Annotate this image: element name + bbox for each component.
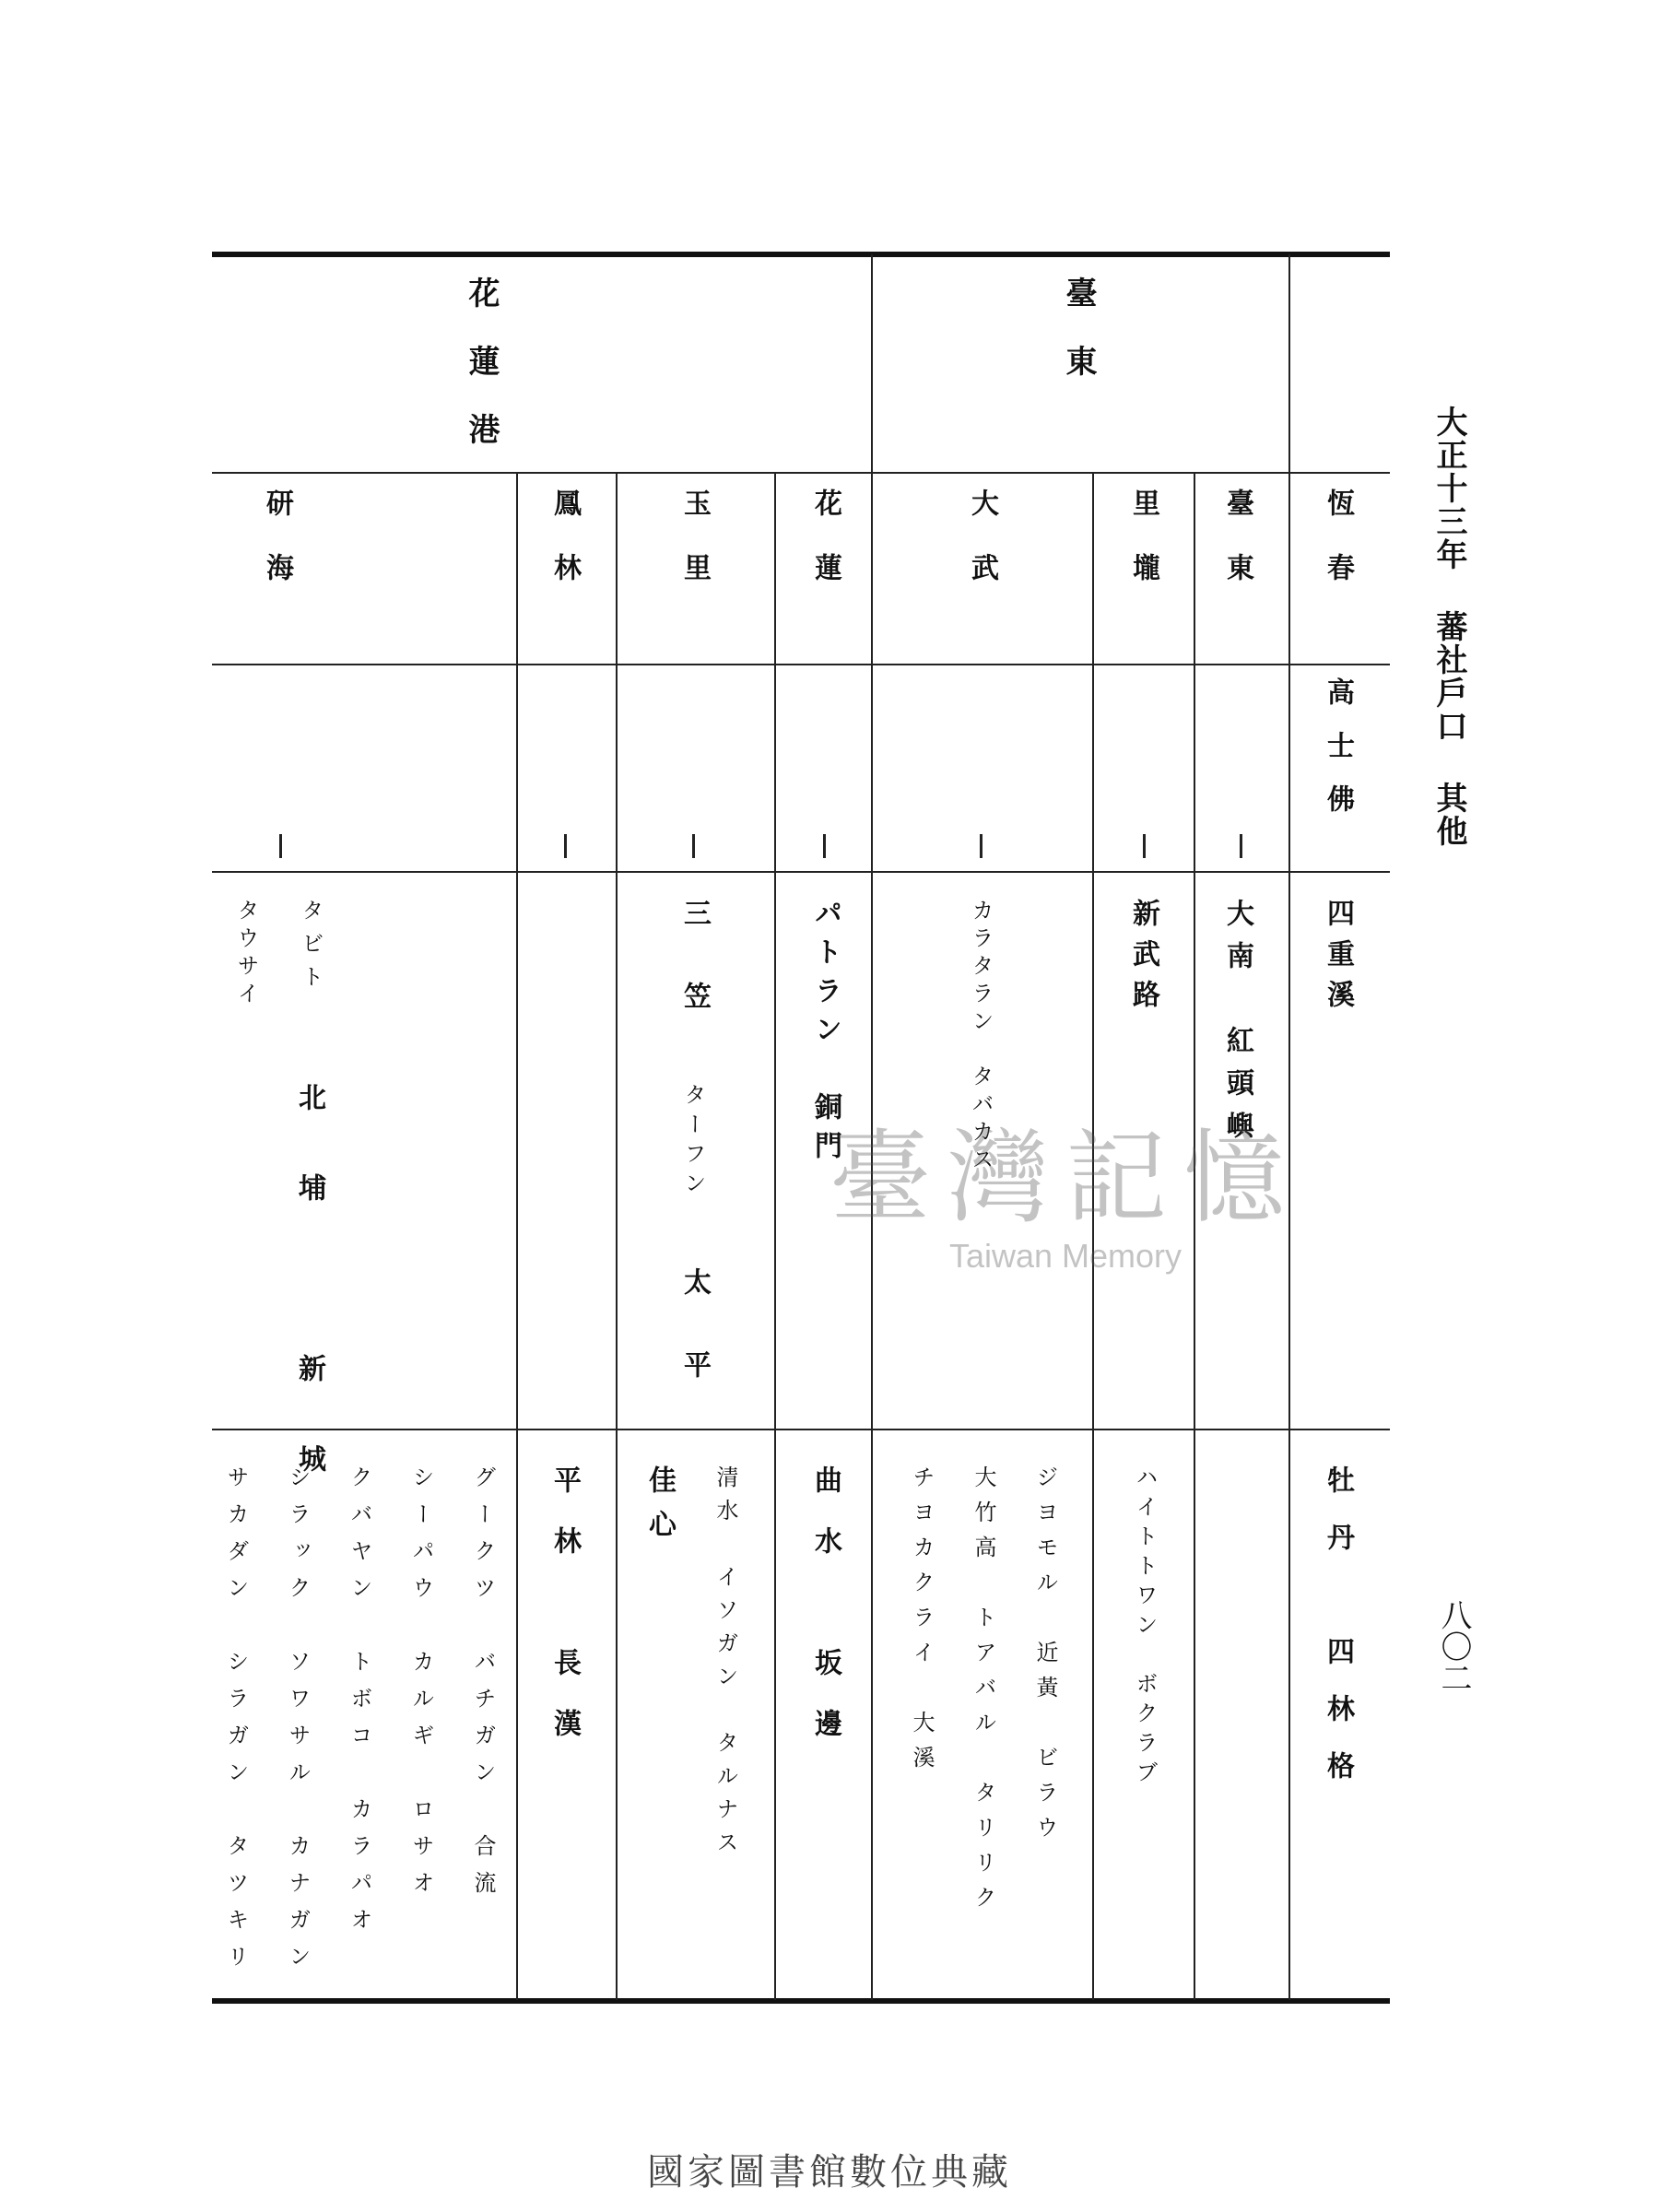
tribes-yuli-1: 清水 イソガン タルナス — [712, 1465, 738, 1864]
tribes-yuli-2: 佳心 — [643, 1465, 676, 1554]
tribes-hengchun: 牡丹 四林格 — [1322, 1465, 1354, 1808]
tribes-dawu-1: ジヨモル 近黃 ビラウ — [1032, 1465, 1058, 1851]
empty-dash — [564, 834, 567, 858]
office-yanhai: 研海 — [261, 488, 293, 618]
tribes-fenglin: 平林 長漢 — [548, 1465, 581, 1770]
page-number: 八〇二 — [1435, 1599, 1472, 1693]
villages-yuli-2: ターフン — [680, 1083, 706, 1201]
tribes-yanhai-5: サカダン シラガン タツキリ — [223, 1465, 249, 1982]
office-fenglin: 鳳林 — [548, 488, 581, 618]
branch-gaoshifo: 高士佛 — [1322, 677, 1354, 838]
tribes-hualien: 曲水 坂邊 — [809, 1465, 841, 1770]
villages-hualien: パトラン 銅門 — [809, 899, 841, 1170]
empty-dash — [823, 834, 826, 858]
empty-dash — [692, 834, 695, 858]
row-rule-1 — [212, 472, 1390, 474]
col-rule — [774, 472, 776, 2000]
empty-dash — [1240, 834, 1242, 858]
office-hualien: 花蓮 — [809, 488, 841, 618]
taiwan-memory-watermark — [830, 1097, 1301, 1276]
villages-taitung: 大南 紅頭嶼 — [1221, 899, 1253, 1153]
running-title: 大正十三年 蕃社戶口 其他 — [1430, 406, 1467, 848]
villages-lilung: 新武路 — [1127, 899, 1159, 1020]
office-taitung: 臺東 — [1221, 488, 1253, 618]
empty-dash — [980, 834, 982, 858]
row-rule-2 — [212, 664, 1390, 665]
tribes-dawu-3: チヨカクライ 大溪 — [909, 1465, 935, 1781]
villages-yuli-3: 太平 — [678, 1267, 711, 1433]
tribes-yanhai-3: クバヤン トボコ カラパオ — [347, 1465, 372, 1945]
villages-yanhai-kana-1: タビト — [298, 899, 324, 998]
col-rule — [516, 472, 518, 2000]
watermark-english: Taiwan Memory — [948, 1237, 1182, 1275]
office-yuli: 玉里 — [678, 488, 711, 618]
row-rule-3 — [212, 871, 1390, 873]
villages-yuli-1: 三笠 — [678, 899, 711, 1065]
tribes-lilung: ハイトトワン ボクラブ — [1132, 1465, 1158, 1790]
villages-yanhai-kana-2: タウサイ — [233, 899, 259, 1009]
library-footer: 國家圖書館數位典藏 — [647, 2151, 1012, 2194]
tribes-yanhai-2: シーパウ カルギ ロサオ — [408, 1465, 434, 1908]
bottom-rule — [212, 1998, 1390, 2004]
villages-hengchun: 四重溪 — [1322, 899, 1354, 1020]
row-rule-4 — [212, 1429, 1390, 1430]
empty-dash — [1143, 834, 1146, 858]
col-rule — [616, 472, 618, 2000]
office-dawu: 大武 — [966, 488, 998, 618]
top-rule — [212, 252, 1390, 257]
group-header-hualien: 花蓮港 — [463, 276, 500, 481]
villages-dawu: カラタラン タバカス — [968, 899, 994, 1175]
villages-yanhai: 北埔 新城 — [293, 1083, 325, 1535]
tribes-dawu-2: 大竹高 トアバル タリリク — [971, 1465, 996, 1921]
tribes-yanhai-1: グークツ バチガン 合流 — [470, 1465, 496, 1908]
office-lilung: 里壠 — [1127, 488, 1159, 618]
group-header-taitung: 臺東 — [1060, 276, 1097, 413]
tribes-yanhai-4: シラック ソワサル カナガン — [285, 1465, 311, 1982]
watermark-chinese: 臺灣記憶 — [830, 1119, 1301, 1237]
office-hengchun: 恆春 — [1322, 488, 1354, 618]
empty-dash — [279, 834, 282, 858]
